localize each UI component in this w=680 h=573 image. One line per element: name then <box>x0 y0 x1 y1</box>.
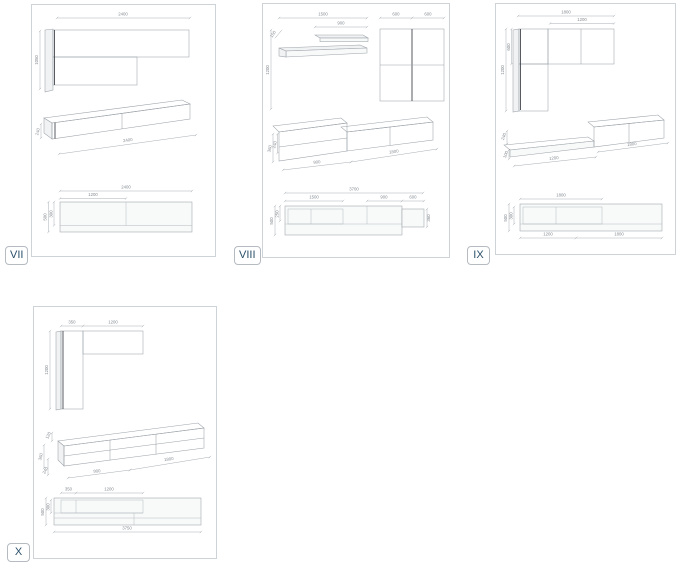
label-text: X <box>14 546 23 558</box>
base-end-face <box>58 441 64 466</box>
ix-bench-perspective <box>500 115 669 167</box>
bench-left-front <box>279 123 347 161</box>
elevation-body <box>285 206 402 235</box>
dim-label: 2400 <box>122 136 133 144</box>
viii-tall-cabinet-view <box>379 12 445 102</box>
composition-label-vii <box>5 246 28 265</box>
dim-label: 500 <box>40 508 45 516</box>
dim-label: 120 <box>44 431 52 440</box>
dim-label: 1800 <box>561 9 571 15</box>
panel-vii <box>31 4 216 257</box>
ix-wall-units-view <box>500 10 615 113</box>
dim-label: 240 <box>41 466 49 475</box>
tall-cabinet-upper <box>519 29 548 64</box>
dim-label: 1200 <box>543 231 553 237</box>
dim-label: 300 <box>508 212 514 220</box>
dim-label: 3750 <box>122 525 132 531</box>
dim-label: 3700 <box>349 186 359 192</box>
x-wall-units-view <box>44 320 144 411</box>
dim-label: 1200 <box>577 17 587 22</box>
composition-label-x <box>7 543 30 562</box>
bench-right-top <box>341 117 433 132</box>
viii-bench-perspective <box>266 117 438 171</box>
dim-label: 300 <box>45 503 51 511</box>
dim-label: 2400 <box>121 184 131 190</box>
dim-label: 600 <box>409 194 417 200</box>
composition-label-viii <box>234 246 261 265</box>
base-front-face <box>52 104 190 139</box>
dim-label: 1200 <box>265 65 270 75</box>
dim-label: 300 <box>48 210 54 218</box>
side-panel <box>45 29 53 92</box>
shelf-small-front <box>320 38 368 42</box>
panel-x <box>33 306 217 559</box>
dim-label: 1800 <box>614 231 624 237</box>
label-text: VII <box>10 249 24 261</box>
shelf-small-top <box>315 35 368 38</box>
base-top-face <box>44 100 190 123</box>
dim-label: 600 <box>424 11 432 17</box>
dim-label: 900 <box>93 468 101 474</box>
upper-cabinet <box>83 331 143 354</box>
dim-label: 100 <box>502 150 510 159</box>
label-text: VIII <box>239 249 256 261</box>
base-end-face <box>44 118 52 139</box>
vii-wall-units-view <box>34 12 191 93</box>
x-drawing-canvas <box>34 307 216 558</box>
dim-label: 2400 <box>118 11 128 17</box>
dim-label: 900 <box>312 159 321 165</box>
viii-drawing-canvas <box>263 4 449 257</box>
dim-label: 240 <box>34 127 41 136</box>
dim-label: 1500 <box>309 194 319 200</box>
dim-label: 600 <box>392 11 400 17</box>
ix-panel-elevation <box>503 193 663 240</box>
tall-cabinet-lower <box>519 64 548 111</box>
side-panel <box>513 29 519 112</box>
dim-label: 1200 <box>88 192 98 197</box>
dim-label: 1200 <box>108 319 118 325</box>
side-panel <box>56 331 61 410</box>
vii-panel-elevation <box>43 185 194 234</box>
dim-label: 1800 <box>556 192 566 198</box>
dim-label: 360 <box>37 452 44 461</box>
dim-label: 360 <box>266 144 273 153</box>
dim-label: 1200 <box>548 155 559 161</box>
dim-label: 900 <box>380 194 388 200</box>
dim-label: 250 <box>274 210 280 218</box>
x-base-unit-perspective <box>37 423 211 479</box>
dim-label: 240 <box>500 132 508 141</box>
dim-label: 350 <box>68 319 76 325</box>
dim-label: 1800 <box>388 148 399 155</box>
panel-viii <box>262 3 450 258</box>
vii-base-unit-perspective <box>34 100 197 155</box>
dim-label: 600 <box>506 43 511 51</box>
ix-drawing-canvas <box>496 4 675 254</box>
dim-label: 500 <box>269 217 274 225</box>
base-top-face <box>58 423 204 446</box>
composition-label-ix <box>467 246 490 265</box>
dim-label: 1200 <box>104 486 114 492</box>
label-text: IX <box>473 249 484 261</box>
dim-label: 900 <box>337 20 345 26</box>
dim-label: 500 <box>42 213 48 221</box>
viii-shelves-view <box>265 12 368 111</box>
dim-label: 1050 <box>34 55 39 65</box>
dim-label: 240 <box>271 140 278 149</box>
dim-label: 150 <box>268 29 277 39</box>
dim-label: 350 <box>64 486 73 492</box>
dim-label: 360 <box>426 214 431 222</box>
dim-label: 1800 <box>163 455 174 463</box>
upper-cabinet <box>53 30 189 57</box>
dim-label: 1500 <box>318 11 328 17</box>
dim-label: 1200 <box>44 365 49 375</box>
elevation-body <box>520 204 662 231</box>
panel-ix <box>495 3 676 255</box>
dim-label: 500 <box>503 214 508 222</box>
dim-label: 1200 <box>500 65 505 75</box>
x-panel-elevation <box>40 487 202 534</box>
lower-cabinet <box>53 57 137 85</box>
elevation-right-unit <box>402 209 424 227</box>
vii-drawing-canvas <box>32 5 215 256</box>
bench-left-top <box>273 118 347 132</box>
dim-label: 1800 <box>626 140 637 148</box>
tall-cabinet <box>61 331 83 409</box>
viii-panel-elevation <box>269 187 431 237</box>
